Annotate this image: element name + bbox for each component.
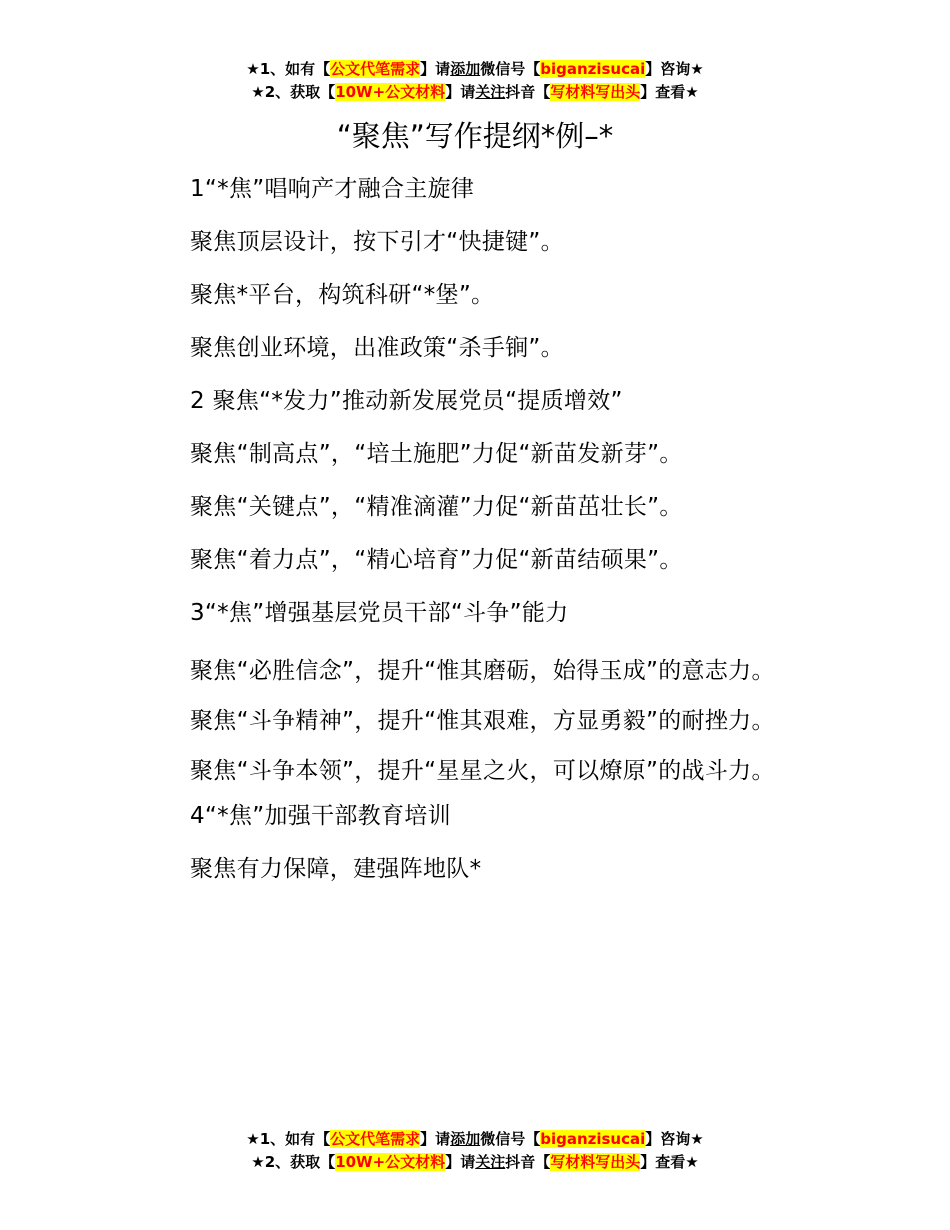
paragraph: 聚焦有力保障，建强阵地队* xyxy=(190,856,482,882)
banner-text: ★1、如有【 xyxy=(246,1130,331,1148)
section-heading-4: 4“*焦”加强干部教育培训 xyxy=(190,803,451,829)
banner-underlined: 关注 xyxy=(475,83,506,101)
paragraph: 聚焦“关键点”，“精准滴灌”力促“新苗茁壮长”。 xyxy=(190,494,683,520)
paragraph: 聚焦顶层设计，按下引才“快捷键”。 xyxy=(190,229,564,255)
banner-text: 】查看★ xyxy=(640,1153,699,1171)
paragraph: 聚焦“斗争精神”，提升“惟其艰难，方显勇毅”的耐挫力。 xyxy=(190,708,775,734)
banner-text: 抖音【 xyxy=(505,83,551,101)
banner-text: 】请 xyxy=(420,1130,451,1148)
banner-text: ★1、如有【 xyxy=(246,60,331,78)
footer-banner xyxy=(0,1128,950,1174)
banner-underlined: 关注 xyxy=(475,1153,506,1171)
banner-highlight: biganzisucai xyxy=(540,1130,646,1148)
section-heading-3: 3“*焦”增强基层党员干部“斗争”能力 xyxy=(190,600,569,626)
banner-text: 】咨询★ xyxy=(645,1130,704,1148)
section-heading-2: 2 聚焦“*发力”推动新发展党员“提质增效” xyxy=(190,388,623,414)
banner-highlight: 10W+公文材料 xyxy=(335,1153,446,1171)
header-banner xyxy=(0,58,950,104)
banner-text: 】查看★ xyxy=(640,83,699,101)
banner-text: 微信号【 xyxy=(480,1130,541,1148)
document-title: “聚焦”写作提纲*例–* xyxy=(336,119,614,153)
banner-text: 微信号【 xyxy=(480,60,541,78)
document-body xyxy=(140,172,812,905)
banner-line-1 xyxy=(0,58,950,81)
banner-highlight: 写材料写出头 xyxy=(550,1153,641,1171)
paragraph: 聚焦“制高点”，“培土施肥”力促“新苗发新芽”。 xyxy=(190,441,683,467)
banner-text: 】请 xyxy=(420,60,451,78)
paragraph: 聚焦*平台，构筑科研“*堡”。 xyxy=(190,282,495,308)
banner-line-1 xyxy=(0,1128,950,1151)
paragraph: 聚焦“必胜信念”，提升“惟其磨砺，始得玉成”的意志力。 xyxy=(190,658,775,684)
banner-highlight: biganzisucai xyxy=(540,60,646,78)
banner-text: 】请 xyxy=(445,83,476,101)
banner-text: ★2、获取【 xyxy=(251,83,336,101)
banner-line-2 xyxy=(0,1151,950,1174)
section-heading-1: 1“*焦”唱响产才融合主旋律 xyxy=(190,176,475,202)
banner-line-2 xyxy=(0,81,950,104)
banner-text: 抖音【 xyxy=(505,1153,551,1171)
paragraph: 聚焦“着力点”，“精心培育”力促“新苗结硕果”。 xyxy=(190,547,683,573)
banner-text: 】请 xyxy=(445,1153,476,1171)
banner-highlight: 写材料写出头 xyxy=(550,83,641,101)
paragraph: 聚焦创业环境，出准政策“杀手锏”。 xyxy=(190,335,564,361)
banner-text: 】咨询★ xyxy=(645,60,704,78)
banner-highlight: 10W+公文材料 xyxy=(335,83,446,101)
banner-text: ★2、获取【 xyxy=(251,1153,336,1171)
banner-highlight: 公文代笔需求 xyxy=(330,1130,421,1148)
banner-highlight: 公文代笔需求 xyxy=(330,60,421,78)
banner-underlined: 添加 xyxy=(450,1130,481,1148)
banner-underlined: 添加 xyxy=(450,60,481,78)
paragraph: 聚焦“斗争本领”，提升“星星之火，可以燎原”的战斗力。 xyxy=(190,758,775,784)
